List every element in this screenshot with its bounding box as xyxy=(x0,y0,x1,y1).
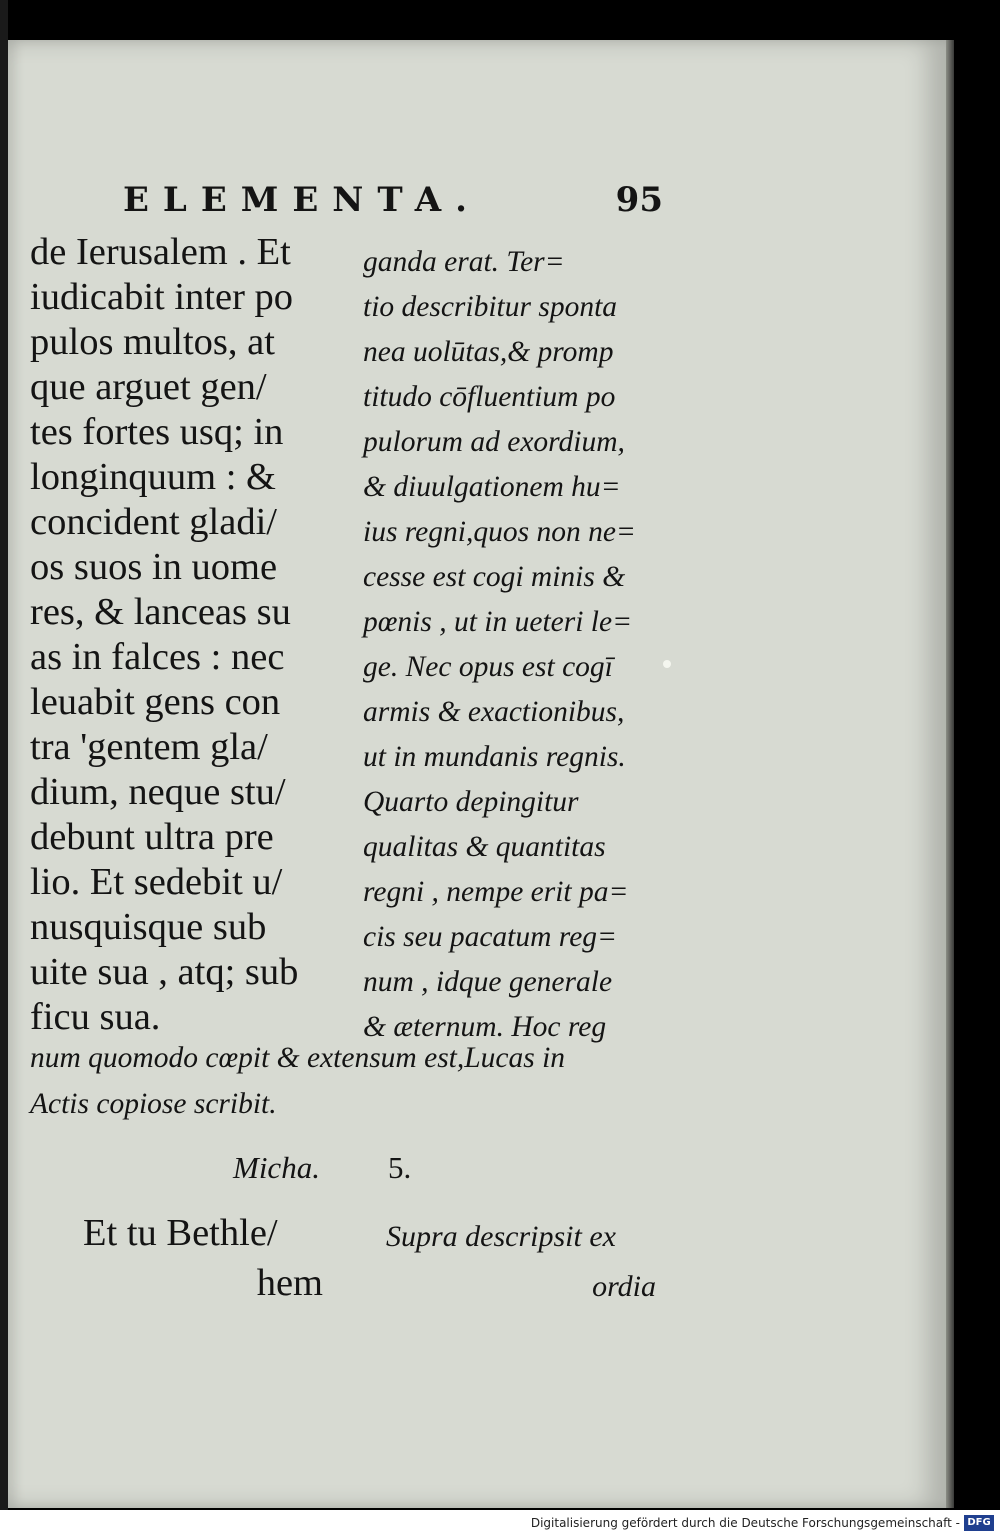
right-line: qualitas & quantitas xyxy=(363,831,606,863)
right-line: cis seu pacatum reg= xyxy=(363,921,617,953)
digitization-footer xyxy=(0,1510,1000,1537)
right-line: & æternum. Hoc reg xyxy=(363,1011,607,1043)
scan-left-edge xyxy=(0,0,8,1510)
left-line: uite sua , atq; sub xyxy=(30,951,299,993)
right-line: Quarto depingitur xyxy=(363,786,579,818)
right-line: titudo cōfluentium po xyxy=(363,381,616,413)
book-page xyxy=(8,40,946,1508)
right-column-commentary xyxy=(363,240,663,1050)
page-edge-shadow xyxy=(946,40,954,1508)
bottom-right-line: Supra descripsit ex xyxy=(386,1220,616,1253)
right-line: pœnis , ut in ueteri le= xyxy=(363,606,633,638)
left-line: que arguet gen/ xyxy=(30,366,267,408)
left-line: as in falces : nec xyxy=(30,636,285,678)
running-title: ELEMENTA. xyxy=(123,180,482,220)
right-line: & diuulgationem hu= xyxy=(363,471,621,503)
left-column-text xyxy=(30,230,350,1040)
left-line: tes fortes usq; in xyxy=(30,411,284,453)
left-line: lio. Et sedebit u/ xyxy=(30,861,283,903)
right-line: pulorum ad exordium, xyxy=(363,426,625,458)
right-line: tio describitur sponta xyxy=(363,291,618,323)
footer-credit: Digitalisierung gefördert durch die Deutsche Forschungsgemeinschaft - xyxy=(530,1516,960,1530)
paper-speck xyxy=(663,660,671,668)
left-line: iudicabit inter po xyxy=(30,276,294,318)
full-width-commentary xyxy=(30,1035,670,1127)
left-line: ficu sua. xyxy=(30,996,161,1038)
left-line: debunt ultra pre xyxy=(30,816,274,858)
full-width-line: Actis copiose scribit. xyxy=(30,1088,277,1120)
left-line: pulos multos, at xyxy=(30,321,275,363)
scripture-book-reference: Micha. xyxy=(233,1150,320,1185)
bottom-right-text xyxy=(386,1212,656,1312)
right-line: ut in mundanis regnis. xyxy=(363,741,626,773)
right-line: armis & exactionibus, xyxy=(363,696,625,728)
left-line: os suos in uome xyxy=(30,546,278,588)
left-line: res, & lanceas su xyxy=(30,591,291,633)
left-line: longinquum : & xyxy=(30,456,276,498)
left-line: tra 'gentem gla/ xyxy=(30,726,268,768)
page-number: 95 xyxy=(615,180,663,220)
left-line: leuabit gens con xyxy=(30,681,281,723)
bottom-right-line: ordia xyxy=(592,1270,656,1303)
scripture-chapter-reference: 5. xyxy=(388,1150,412,1185)
right-line: ge. Nec opus est cogī xyxy=(363,651,613,683)
full-width-line: num quomodo cœpit & extensum est,Lucas in xyxy=(30,1042,566,1074)
left-line: nusquisque sub xyxy=(30,906,267,948)
bottom-left-text xyxy=(83,1208,323,1308)
left-line: concident gladi/ xyxy=(30,501,277,543)
right-line: nea uolūtas,& promp xyxy=(363,336,614,368)
right-line: ganda erat. Ter= xyxy=(363,246,565,278)
bottom-left-line: Et tu Bethle/ xyxy=(83,1212,278,1254)
right-line: regni , nempe erit pa= xyxy=(363,876,629,908)
right-line: ius regni,quos non ne= xyxy=(363,516,636,548)
left-line: de Ierusalem . Et xyxy=(30,231,291,273)
bottom-left-line: hem xyxy=(256,1262,323,1304)
left-line: dium, neque stu/ xyxy=(30,771,286,813)
right-line: num , idque generale xyxy=(363,966,613,998)
right-line: cesse est cogi minis & xyxy=(363,561,626,593)
dfg-logo-icon: DFG xyxy=(964,1515,994,1531)
